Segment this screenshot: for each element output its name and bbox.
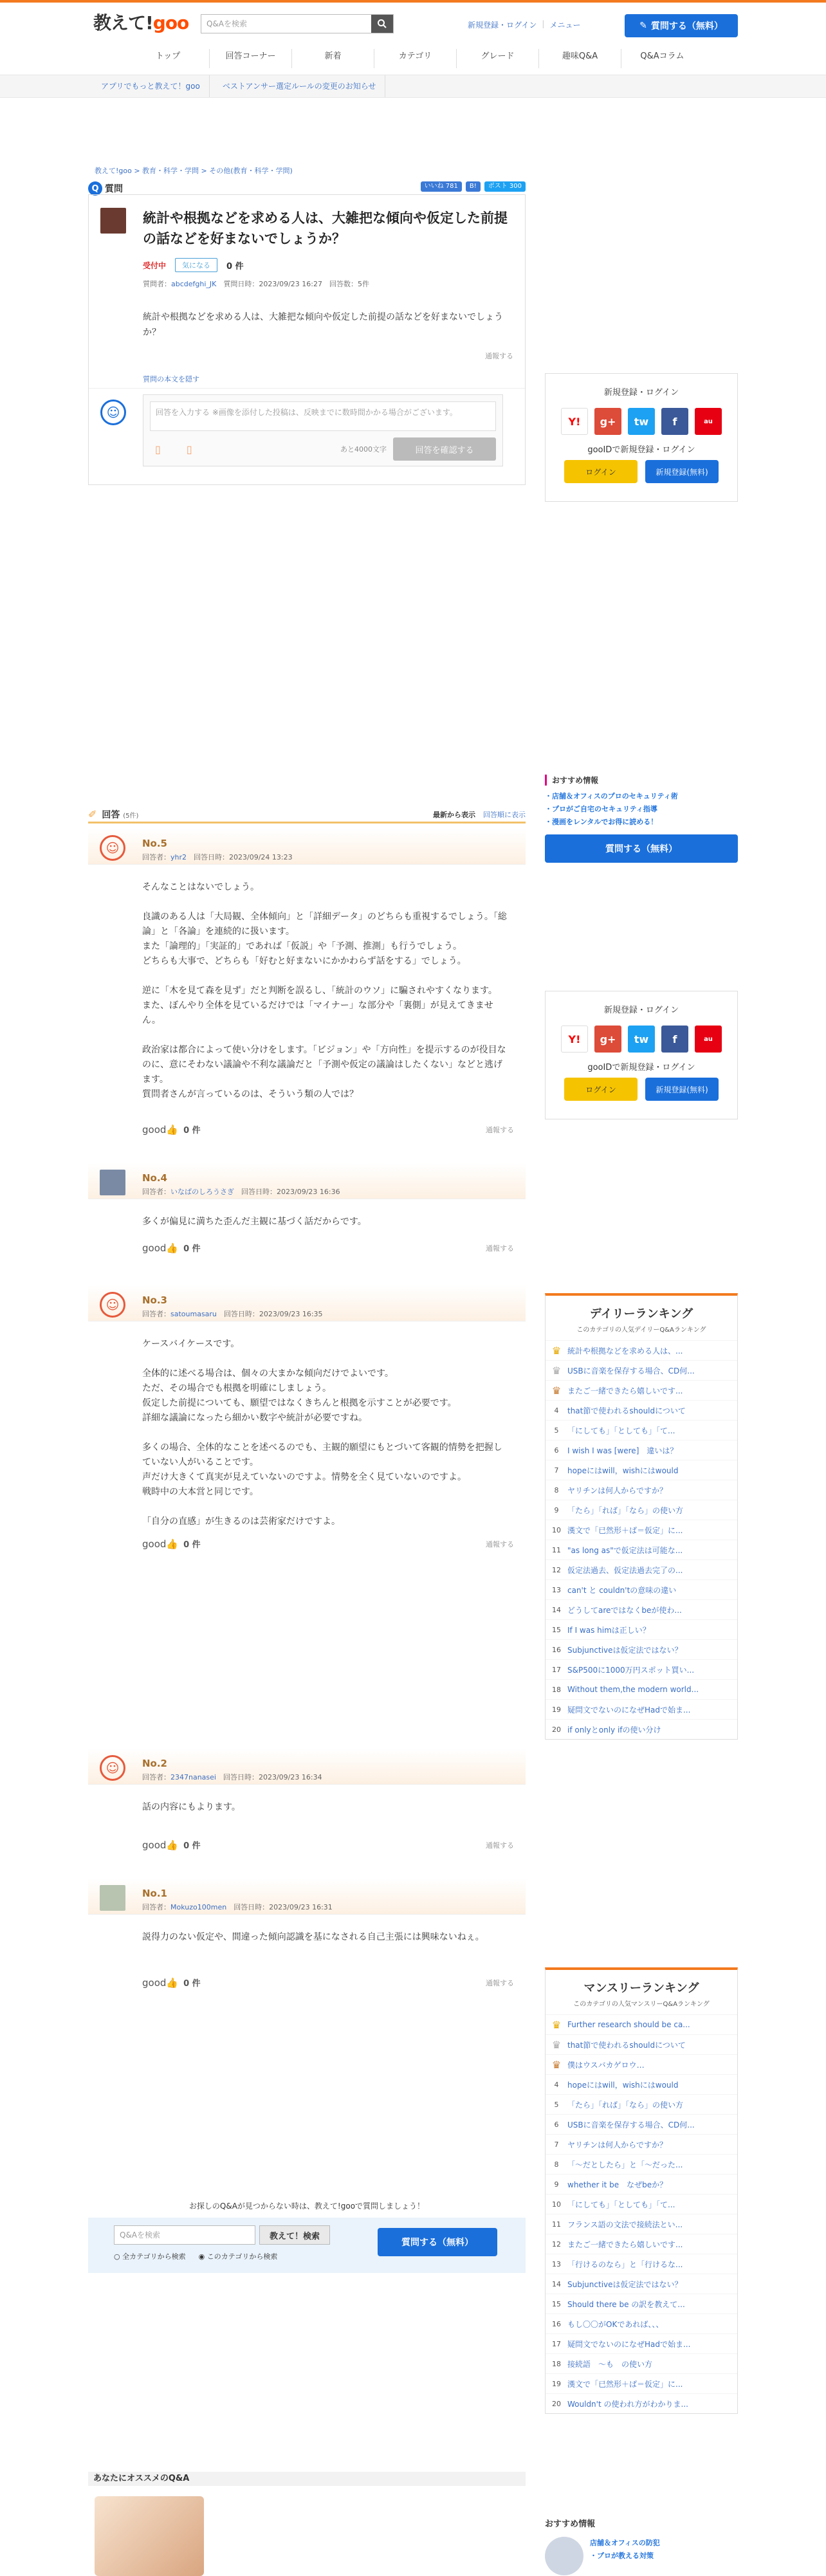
bottom-ask-title: お探しのQ&Aが見つからない時は、教えて!gooで質問しましょう！ bbox=[188, 2202, 425, 2211]
ranking-item[interactable]: 14 Subjunctiveは仮定法ではない？ bbox=[546, 2274, 737, 2294]
answer-item: ☺ No.2 回答者：2347nanasei 回答日時：2023/09/23 16:34 話の内容にもよります。 good👍 0 件 通報する bbox=[88, 1749, 526, 1864]
avatar bbox=[100, 1885, 125, 1911]
ranking-item[interactable]: 14 どうしてareではなくbeが使わ... bbox=[546, 1599, 737, 1619]
report-link[interactable]: 通報する bbox=[486, 1540, 514, 1549]
good-button[interactable]: good👍 0 件 bbox=[142, 1242, 201, 1254]
ranking-item[interactable]: 16 Subjunctiveは仮定法ではない？ bbox=[546, 1639, 737, 1659]
ranking-item[interactable]: 7 hopeにはwill，wishにはwould bbox=[546, 1460, 737, 1480]
ranking-item[interactable]: 4 that節で使われるshouldについて bbox=[546, 1400, 737, 1420]
promo-image[interactable] bbox=[95, 2496, 204, 2576]
ask-button[interactable]: 質問する（無料） bbox=[378, 2228, 497, 2256]
info-link-app[interactable]: アプリでもっと教えて！goo bbox=[88, 75, 210, 97]
ranking-item[interactable]: 6 I wish I was [were] 違いは？ bbox=[546, 1440, 737, 1460]
answer-body: そんなことはないでしょう。 良識のある人は「大局観、全体傾向」と「詳細データ」のどちらも重視するでしょう。「総論」と「各論」を連続的に扱います。 また「論理的」「実証的」であれば「仮説」や「予測、推測」も行うでしょう。 どちらも大事で、どちらも「好むと好まないにかかわらず話をする」でしょう。 逆に「木を見て森を見ず」だと判断を誤るし、「統計のウソ」に騙されやすくなります。 また、ぼんやり全体を見ているだけでは「マイナー」な部分や「裏側」が見えてきません。 政治家は都合によって使い分けをします。「ビジョン」や「方向性」を提示するのが役目なのに、意にそわない議論や不利な議論だと「予測や仮定の議論はしたくない」などと逃げます。 質問者さんが言っているのは、そういう類の人では？ bbox=[142, 882, 507, 1099]
sort-newest[interactable]: 最新から表示 bbox=[433, 810, 475, 819]
google-icon[interactable]: g+ bbox=[594, 408, 621, 435]
answer-body: ケースバイケースです。 全体的に述べる場合は、個々の大まかな傾向だけでよいです。 ただ、その場合でも根拠を明確にしましょう。 仮定した前提についても、願望ではなくきちんと根拠を示すことが必要です。 詳細な議論になったら細かい数字や統計が必要ですね。 多くの場合、全体的なことを述べるのでも、主観的願望にもとづいて客観的情勢を把握していない人がいることです。 声だけ大きくて真実が見えていないのですよ。情勢を全く見ていないのですよ。 戦時中の大本営と同じです。 「自分の直感」が生きるのは芸術家だけですよ。 bbox=[142, 1339, 502, 1527]
ranking-item[interactable]: 7 ヤリチンは何人からですか？ bbox=[546, 2134, 737, 2154]
ranking-item[interactable]: 11 "as long as"で仮定法は可能な... bbox=[546, 1540, 737, 1559]
twitter-icon[interactable]: tw bbox=[628, 1026, 655, 1053]
report-link[interactable]: 通報する bbox=[485, 352, 513, 360]
login-box: 新規登録・ログイン Y! g+ tw f au gooIDで新規登録・ログイン ログイン 新規登録(無料) bbox=[545, 373, 738, 502]
ranking-item[interactable]: 12 またご一緒できたら嬉しいです... bbox=[546, 2234, 737, 2254]
ranking-item[interactable]: 9 whether it be なぜbeか？ bbox=[546, 2174, 737, 2194]
hide-body-link[interactable]: 質問の本文を隠す bbox=[143, 375, 199, 383]
radio-all-categories[interactable]: ○ 全カテゴリから検索 bbox=[114, 2252, 186, 2261]
nav-answer-corner[interactable]: 回答コーナー bbox=[209, 49, 291, 68]
recommended-qa-header: あなたにオススメのQ&A bbox=[88, 2472, 526, 2486]
question-body: 統計や根拠などを求める人は、大雑把な傾向や仮定した前提の話などを好まないでしょうか？ bbox=[143, 312, 503, 338]
answer-textarea[interactable]: 回答を入力する ※画像を添付した投稿は、反映までに数時間かかる場合がございます。 bbox=[150, 401, 496, 431]
question-icon: Q bbox=[88, 181, 102, 196]
ranking-item[interactable]: 12 仮定法過去、仮定法過去完了の... bbox=[546, 1559, 737, 1579]
ranking-item[interactable]: 9 「たら」「れば」「なら」の使い方 bbox=[546, 1500, 737, 1520]
avatar bbox=[100, 208, 126, 234]
crown-icon: ♛ bbox=[551, 1384, 562, 1397]
question-status bbox=[143, 258, 244, 272]
info-bar bbox=[0, 75, 826, 98]
author-link[interactable]: いなばのしろうさぎ bbox=[170, 1188, 234, 1196]
confirm-answer-button[interactable]: 回答を確認する bbox=[393, 437, 496, 461]
crown-icon: ♛ bbox=[551, 1364, 562, 1377]
site-header bbox=[88, 3, 738, 36]
ranking-item[interactable]: 13 can't と couldn'tの意味の違い bbox=[546, 1579, 737, 1599]
smiley-icon: ☺ bbox=[100, 400, 126, 425]
recommend-link[interactable]: ・漫画をレンタルでお得に読める！ bbox=[545, 818, 658, 826]
login-button[interactable]: ログイン bbox=[564, 460, 638, 483]
ranking-item[interactable]: ♛ that節で使われるshouldについて bbox=[546, 2034, 737, 2054]
status-badge: 受付中 bbox=[143, 261, 167, 270]
file-attach-icon[interactable]: ▯ bbox=[186, 443, 192, 455]
question-title: 統計や根拠などを求める人は、大雑把な傾向や仮定した前提の話などを好まないでしょうか？ bbox=[143, 210, 508, 246]
ranking-item[interactable]: 13 「行けるのなら」と「行けるな... bbox=[546, 2254, 737, 2274]
au-icon[interactable]: au bbox=[695, 1026, 722, 1053]
register-button[interactable]: 新規登録(無料) bbox=[645, 460, 719, 483]
answer-number: No.1 bbox=[142, 1888, 167, 1899]
author-link[interactable]: yhr2 bbox=[170, 853, 187, 861]
author-link[interactable]: abcdefghi_JK bbox=[171, 280, 217, 288]
info-link-rule[interactable]: ベストアンサー選定ルールの変更のお知らせ bbox=[210, 75, 386, 97]
answer-number: No.2 bbox=[142, 1758, 167, 1769]
header-links: 新規登録・ログイン | メニュー bbox=[468, 19, 581, 30]
crown-icon: ♛ bbox=[551, 2018, 562, 2031]
answer-item: No.1 回答者：Mokuzo100men 回答日時：2023/09/23 16:31 説得力のない仮定や、間違った傾向認識を基になされる自己主張には興味ないねぇ。 good👍 0 件 通報する bbox=[88, 1879, 526, 2007]
answer-body: 説得力のない仮定や、間違った傾向認識を基になされる自己主張には興味ないねぇ。 bbox=[142, 1932, 484, 1942]
ranking-item[interactable]: 20 if onlyとonly ifの使い分け bbox=[546, 1719, 737, 1739]
yahoo-icon[interactable]: Y! bbox=[561, 1026, 588, 1053]
ranking-item[interactable]: ♛ USBに音楽を保存する場合、CD何... bbox=[546, 1360, 737, 1380]
ranking-item[interactable]: 19 漢文で「已然形＋ば＝仮定」に... bbox=[546, 2373, 737, 2393]
ranking-item[interactable]: 10 漢文で「已然形＋ば＝仮定」に... bbox=[546, 1520, 737, 1540]
ranking-item[interactable]: 15 Should there be の訳を教えて... bbox=[546, 2294, 737, 2314]
search-input[interactable]: Q&Aを検索 bbox=[206, 19, 248, 28]
answer-item: ☺ No.5 回答者：yhr2 回答日時：2023/09/24 13:23 そんなことはないでしょう。 良識のある人は「大局観、全体傾向」と「詳細データ」のどちらも重視するでしょう。「総論」と「各論」を連続的に扱います。 また「論理的」「実証的」であれば「仮説」や「予測、推測」も行うでしょう。 どちらも大事で、どちらも「好むと好まないにかかわらず話をする」でしょう。 逆に「木を見て森を見ず」だと判断を誤るし、「統計のウソ」に騙されやすくなります。 また、ぼんやり全体を見ているだけでは「マイナー」な部分や「裏側」が見えてきません。 政治家は都合によって使い分けをします。「ビジョン」や「方向性」を提示するのが役目なのに、意にそわない議論や不利な議論だと「予測や仮定の議論はしたくない」などと逃げます。 質問者さんが言っているのは、そういう類の人では？ good👍 0 件 通報する bbox=[88, 829, 526, 1157]
avatar: ☺ bbox=[100, 1755, 125, 1781]
goo-logo[interactable]: 教えて!goo bbox=[93, 12, 189, 33]
ranking-item[interactable]: 10 「にしても」「としても」「て... bbox=[546, 2194, 737, 2214]
question-label: Q 質問 bbox=[88, 181, 123, 196]
facebook-icon[interactable]: f bbox=[661, 408, 688, 435]
avatar: ☺ bbox=[100, 835, 125, 861]
nav-column[interactable]: Q&Aコラム bbox=[621, 49, 703, 68]
answer-body: 多くが偏見に満ちた歪んだ主観に基づく話だからです。 bbox=[142, 1217, 367, 1227]
report-link[interactable]: 通報する bbox=[486, 1841, 514, 1850]
report-link[interactable]: 通報する bbox=[486, 1978, 514, 1987]
ranking-item[interactable]: 18 Without them,the modern world... bbox=[546, 1679, 737, 1699]
char-limit: あと4000文字 bbox=[340, 445, 387, 454]
answer-item: ☺ No.3 回答者：satoumasaru 回答日時：2023/09/23 16:35 ケースバイケースです。 全体的に述べる場合は、個々の大まかな傾向だけでよいです。 ただ、その場合でも根拠を明確にしましょう。 仮定した前提についても、願望ではなくきちんと根拠を示すことが必要です。 詳細な議論になったら細かい数字や統計が必要ですね。 多くの場合、全体的なことを述べるのでも、主観的願望にもとづいて客観的情勢を把握していない人がいることです。 声だけ大きくて真実が見えていないのですよ。情勢を全く見ていないのですよ。 戦時中の大本営と同じです。 「自分の直感」が生きるのは芸術家だけですよ。 good👍 0 件 通報する bbox=[88, 1285, 526, 1659]
header-search bbox=[201, 14, 394, 33]
promo-link[interactable]: 店舗＆オフィスの防犯 bbox=[590, 2539, 660, 2547]
like-button[interactable]: いいね 781 bbox=[421, 181, 462, 192]
global-nav bbox=[88, 49, 738, 68]
answers-title: 回答 (5件) bbox=[102, 809, 139, 820]
ranking-item[interactable]: 17 疑問文でないのになぜHadで始ま... bbox=[546, 2333, 737, 2353]
author-link[interactable]: 2347nanasei bbox=[170, 1773, 216, 1781]
share-buttons bbox=[421, 181, 526, 192]
ranking-item[interactable]: 5 「たら」「れば」「なら」の使い方 bbox=[546, 2094, 737, 2114]
report-link[interactable]: 通報する bbox=[486, 1244, 514, 1253]
twitter-icon[interactable]: tw bbox=[628, 408, 655, 435]
question-box bbox=[88, 194, 526, 485]
search-icon bbox=[377, 19, 387, 29]
ranking-item[interactable]: 8 ヤリチンは何人からですか？ bbox=[546, 1480, 737, 1500]
report-link[interactable]: 通報する bbox=[486, 1125, 514, 1134]
daily-ranking: デイリーランキング このカテゴリの人気デイリーQ&Aランキング ♛ 統計や根拠などを求める人は、... ♛ USBに音楽を保存する場合、CD何... ♛ またご一緒できたら嬉しいです... 4 that節で使われるshouldについて 5 「にしても」「としても」「て... 6 I wish I was [were] 違いは？ 7 hopeにはwill，wishにはwould 8 ヤリチンは何人からですか？ 9 「たら」「れば」「なら」の使い方 10 漢文で「已然形＋ば＝仮定」に... 11 "as long as"で仮定法は可能な... 12 仮定法過去、仮定法過去完了の... 13 can't と couldn'tの意味の違い 14 どうしてareではなくbeが使わ... 15 If I was himは正しい？ 16 Subjunctiveは仮定法ではない？ 17 S&P500に1000万円スポット買い... 18 Without them,the modern world... 19 疑問文でないのになぜHadで始ま... 20 if onlyとonly ifの使い分け bbox=[545, 1293, 738, 1740]
crown-icon: ♛ bbox=[551, 2038, 562, 2051]
good-button[interactable]: good👍 0 件 bbox=[142, 1977, 201, 1989]
promo-image[interactable] bbox=[545, 2537, 583, 2575]
search-button[interactable]: 教えて！検索 bbox=[259, 2225, 330, 2245]
crown-icon: ♛ bbox=[551, 1344, 562, 1357]
crown-icon: ♛ bbox=[551, 2058, 562, 2071]
search-button[interactable] bbox=[371, 15, 393, 33]
recommend-box: おすすめ情報 ・店舗＆オフィスのプロのセキュリティ術 ・プロがご自宅のセキュリティ指導 ・漫画をレンタルでお得に読める！ 質問する（無料） bbox=[545, 775, 738, 863]
recommend-link[interactable]: ・店舗＆オフィスのプロのセキュリティ術 bbox=[545, 792, 678, 800]
nav-hobby[interactable]: 趣味Q&A bbox=[538, 49, 621, 68]
google-icon[interactable]: g+ bbox=[594, 1026, 621, 1053]
author-link[interactable]: Mokuzo100men bbox=[170, 1903, 227, 1911]
ranking-item[interactable]: 16 もし〇〇がOKであれば、、、 bbox=[546, 2314, 737, 2333]
ranking-item[interactable]: 4 hopeにはwill，wishにはwould bbox=[546, 2074, 737, 2094]
kininaru-button[interactable]: 気になる bbox=[175, 258, 217, 272]
image-attach-icon[interactable]: ▯ bbox=[155, 443, 161, 455]
author-link[interactable]: satoumasaru bbox=[170, 1310, 217, 1318]
good-button[interactable]: good👍 0 件 bbox=[142, 1538, 201, 1550]
ranking-item[interactable]: 19 疑問文でないのになぜHadで始ま... bbox=[546, 1699, 737, 1719]
osusume-info: おすすめ情報 店舗＆オフィスの防犯 ・プロが教える対策 bbox=[545, 2517, 738, 2575]
sort-order[interactable]: 回答順に表示 bbox=[483, 810, 526, 819]
ranking-item[interactable]: 20 Wouldn't の使われ方がわかりま... bbox=[546, 2393, 737, 2413]
ranking-item[interactable]: ♛ またご一緒できたら嬉しいです... bbox=[546, 1380, 737, 1400]
login-link[interactable]: 新規登録・ログイン bbox=[468, 21, 537, 30]
kininaru-count: 0 件 bbox=[226, 261, 244, 271]
monthly-ranking: マンスリーランキング このカテゴリの人気マンスリーQ&Aランキング ♛ Further research should be ca... ♛ that節で使われるshouldについて ♛ 僕はウスバカゲロウ… 4 hopeにはwill，wishにはwould 5 「たら」「れば」「なら」の使い方 6 USBに音楽を保存する場合、CD何... 7 ヤリチンは何人からですか？ 8 「〜だとしたら」と「〜だった... 9 whether it be なぜbeか？ 10 「にしても」「としても」「て... 11 フランス語の文法で接続法とい... 12 またご一緒できたら嬉しいです... 13 「行けるのなら」と「行けるな... 14 Subjunctiveは仮定法ではない？ 15 Should there be の訳を教えて... 16 もし〇〇がOKであれば、、、 17 疑問文でないのになぜHadで始ま... 18 接続語 〜も の使い方 19 漢文で「已然形＋ば＝仮定」に... 20 Wouldn't の使われ方がわかりま... bbox=[545, 1967, 738, 2414]
menu-link[interactable]: メニュー bbox=[549, 21, 581, 30]
good-button[interactable]: good👍 0 件 bbox=[142, 1839, 201, 1851]
yahoo-icon[interactable]: Y! bbox=[561, 408, 588, 435]
pencil-icon: ✎ bbox=[639, 21, 647, 31]
question-meta: 質問者：abcdefghi_JK 質問日時：2023/09/23 16:27 回答数：5件 bbox=[143, 280, 369, 288]
avatar bbox=[100, 1170, 125, 1195]
promo-sub-link[interactable]: ・プロが教える対策 bbox=[590, 2552, 654, 2560]
login-box: 新規登録・ログイン Y! g+ tw f au gooIDで新規登録・ログイン ログイン 新規登録(無料) bbox=[545, 991, 738, 1119]
ask-button[interactable]: ✎ 質問する（無料） bbox=[625, 14, 738, 37]
bottom-ask-section bbox=[88, 2200, 526, 2277]
bookmark-icon[interactable]: B! bbox=[466, 181, 481, 192]
nav-new[interactable]: 新着 bbox=[291, 49, 374, 68]
facebook-icon[interactable]: f bbox=[661, 1026, 688, 1053]
radio-this-category[interactable]: ◉ このカテゴリから検索 bbox=[198, 2252, 278, 2261]
answers-header bbox=[88, 807, 526, 823]
ranking-item[interactable]: 17 S&P500に1000万円スポット買い... bbox=[546, 1659, 737, 1679]
nav-top[interactable]: トップ bbox=[155, 51, 181, 61]
answer-item: No.4 回答者：いなばのしろうさぎ 回答日時：2023/09/23 16:36 多くが偏見に満ちた歪んだ主観に基づく話だからです。 good👍 0 件 通報する bbox=[88, 1163, 526, 1279]
nav-grade[interactable]: グレード bbox=[456, 49, 538, 68]
ranking-item[interactable]: 5 「にしても」「としても」「て... bbox=[546, 1420, 737, 1440]
good-button[interactable]: good👍 0 件 bbox=[142, 1124, 201, 1136]
ranking-item[interactable]: 15 If I was himは正しい？ bbox=[546, 1619, 737, 1639]
recommend-link[interactable]: ・プロがご自宅のセキュリティ指導 bbox=[545, 805, 657, 813]
ask-button[interactable]: 質問する（無料） bbox=[545, 834, 738, 863]
ranking-item[interactable]: ♛ 僕はウスバカゲロウ… bbox=[546, 2054, 737, 2074]
login-button[interactable]: ログイン bbox=[564, 1078, 638, 1101]
answer-number: No.5 bbox=[142, 838, 167, 849]
answer-number: No.4 bbox=[142, 1172, 167, 1184]
ranking-item[interactable]: ♛ Further research should be ca... bbox=[546, 2014, 737, 2034]
ranking-item[interactable]: 6 USBに音楽を保存する場合、CD何... bbox=[546, 2114, 737, 2134]
ranking-item[interactable]: ♛ 統計や根拠などを求める人は、... bbox=[546, 1340, 737, 1360]
search-input[interactable]: Q&Aを検索 bbox=[114, 2225, 255, 2245]
answer-body: 話の内容にもよります。 bbox=[142, 1802, 241, 1812]
post-button[interactable]: ポスト 300 bbox=[484, 181, 526, 192]
answer-number: No.3 bbox=[142, 1294, 167, 1306]
ranking-item[interactable]: 18 接続語 〜も の使い方 bbox=[546, 2353, 737, 2373]
au-icon[interactable]: au bbox=[695, 408, 722, 435]
breadcrumb[interactable]: 教えて!goo > 教育・科学・学問 > その他(教育・科学・学問) bbox=[95, 167, 293, 175]
ranking-item[interactable]: 11 フランス語の文法で接続法とい... bbox=[546, 2214, 737, 2234]
answer-form bbox=[143, 394, 503, 466]
avatar: ☺ bbox=[100, 1292, 125, 1318]
register-button[interactable]: 新規登録(無料) bbox=[645, 1078, 719, 1101]
nav-category[interactable]: カテゴリ bbox=[374, 49, 456, 68]
ranking-item[interactable]: 8 「〜だとしたら」と「〜だった... bbox=[546, 2154, 737, 2174]
answer-icon: ✐ bbox=[88, 808, 97, 820]
